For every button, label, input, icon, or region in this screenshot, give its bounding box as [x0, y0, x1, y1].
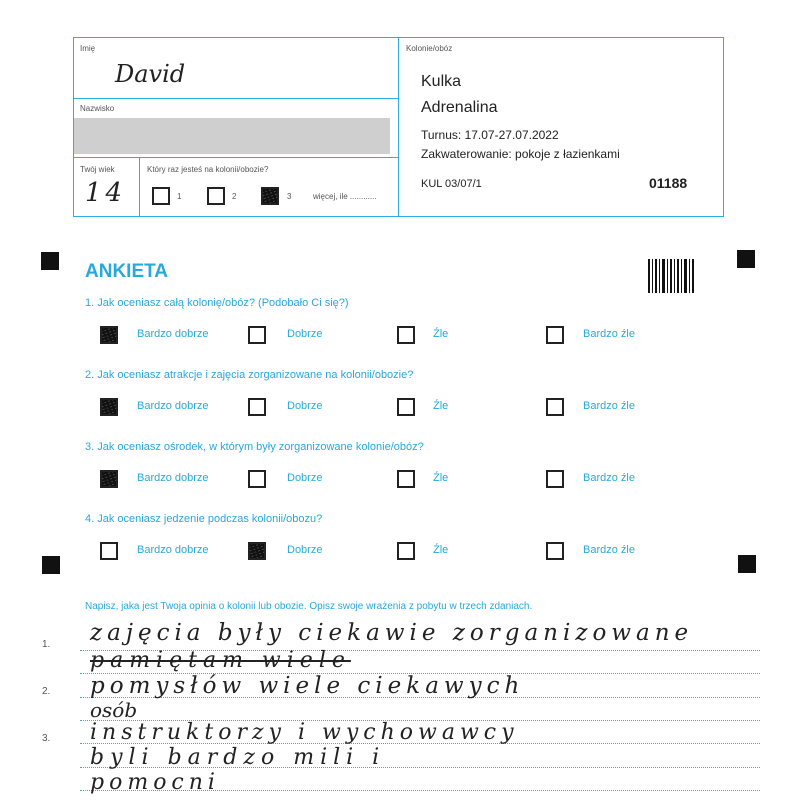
question-4-option-3: Źle — [433, 544, 449, 556]
question-1-checkbox-4[interactable] — [546, 326, 564, 344]
handwriting-line-7: pomocni — [90, 770, 220, 795]
question-3-checkbox-1[interactable] — [100, 470, 118, 488]
question-4-checkbox-1[interactable] — [100, 542, 118, 560]
registration-marker-bottom-left — [42, 556, 60, 574]
question-4-checkbox-3[interactable] — [397, 542, 415, 560]
code: KUL 03/07/1 — [421, 178, 482, 190]
question-4-option-4: Bardzo źle — [583, 544, 635, 556]
barcode — [648, 259, 696, 293]
question-1-checkbox-3[interactable] — [397, 326, 415, 344]
surname-label: Nazwisko — [80, 104, 115, 113]
registration-marker-top-left — [41, 252, 59, 270]
registration-marker-bottom-right — [738, 555, 756, 573]
question-3-option-3: Źle — [433, 472, 449, 484]
question-4-option-2: Dobrze — [287, 544, 323, 556]
header-divider-h1 — [73, 98, 399, 99]
question-2-option-1: Bardzo dobrze — [137, 400, 209, 412]
times-option-2: 2 — [232, 192, 237, 201]
handwriting-line-5: instruktorzy i wychowawcy — [90, 720, 519, 745]
question-1-option-4: Bardzo źle — [583, 328, 635, 340]
name-value[interactable]: David — [115, 60, 186, 88]
times-label: Który raz jesteś na kolonii/obozie? — [147, 165, 269, 174]
times-option-3: 3 — [287, 192, 292, 201]
question-3-option-2: Dobrze — [287, 472, 323, 484]
question-1-option-1: Bardzo dobrze — [137, 328, 209, 340]
question-1-text: 1. Jak oceniasz całą kolonię/obóz? (Podobało Ci się?) — [85, 297, 349, 309]
handwriting-line-1: zajęcia były ciekawie zorganizowane — [90, 620, 694, 646]
header-divider-vertical — [398, 37, 399, 217]
question-3-option-1: Bardzo dobrze — [137, 472, 209, 484]
question-2-checkbox-4[interactable] — [546, 398, 564, 416]
name-label: Imię — [80, 44, 96, 53]
handwriting-line-3: pomysłów wiele ciekawych — [90, 673, 525, 699]
opinion-prompt: Napisz, jaka jest Twoja opinia o kolonii lub obozie. Opisz swoje wrażenia z pobytu w trzech zdaniach. — [85, 601, 533, 612]
handwriting-line-2: pamiętam wiele — [90, 648, 351, 673]
times-more: więcej, ile ............ — [313, 192, 377, 201]
question-2-checkbox-2[interactable] — [248, 398, 266, 416]
camp-line1: Kulka — [421, 73, 462, 90]
question-4-checkbox-4[interactable] — [546, 542, 564, 560]
question-2-checkbox-1[interactable] — [100, 398, 118, 416]
surname-redacted — [74, 118, 390, 154]
times-option-1: 1 — [177, 192, 182, 201]
camp-line2: Adrenalina — [421, 99, 498, 116]
question-3-checkbox-2[interactable] — [248, 470, 266, 488]
header-divider-h2 — [73, 157, 399, 158]
question-3-checkbox-4[interactable] — [546, 470, 564, 488]
question-1-option-2: Dobrze — [287, 328, 323, 340]
lodging: Zakwaterowanie: pokoje z łazienkami — [421, 147, 620, 161]
turnus: Turnus: 17.07-27.07.2022 — [421, 128, 559, 142]
age-value[interactable]: 14 — [85, 178, 127, 208]
question-1-checkbox-2[interactable] — [248, 326, 266, 344]
question-3-checkbox-3[interactable] — [397, 470, 415, 488]
question-1-checkbox-1[interactable] — [100, 326, 118, 344]
handwriting-line-6: byli bardzo mili i — [90, 745, 386, 770]
question-4-text: 4. Jak oceniasz jedzenie podczas kolonii/obozu? — [85, 513, 323, 525]
question-2-text: 2. Jak oceniasz atrakcje i zajęcia zorganizowane na kolonii/obozie? — [85, 369, 414, 381]
registration-marker-top-right — [737, 250, 755, 268]
question-4-option-1: Bardzo dobrze — [137, 544, 209, 556]
line-number-1: 1. — [42, 639, 51, 650]
question-4-checkbox-2[interactable] — [248, 542, 266, 560]
line-number-2: 2. — [42, 686, 51, 697]
question-2-option-2: Dobrze — [287, 400, 323, 412]
times-checkbox-3[interactable] — [261, 187, 279, 205]
question-3-text: 3. Jak oceniasz ośrodek, w którym były zorganizowane kolonie/obóz? — [85, 441, 424, 453]
handwriting-line-4: osób — [90, 698, 138, 722]
survey-title: ANKIETA — [85, 261, 169, 282]
question-1-option-3: Źle — [433, 328, 449, 340]
question-2-option-3: Źle — [433, 400, 449, 412]
question-2-checkbox-3[interactable] — [397, 398, 415, 416]
form-number: 01188 — [649, 175, 688, 191]
question-2-option-4: Bardzo źle — [583, 400, 635, 412]
age-label: Twój wiek — [80, 165, 115, 174]
header-divider-age — [139, 157, 140, 217]
times-checkbox-1[interactable] — [152, 187, 170, 205]
line-number-3: 3. — [42, 733, 51, 744]
question-3-option-4: Bardzo źle — [583, 472, 635, 484]
camp-label: Kolonie/obóz — [406, 44, 453, 53]
times-checkbox-2[interactable] — [207, 187, 225, 205]
